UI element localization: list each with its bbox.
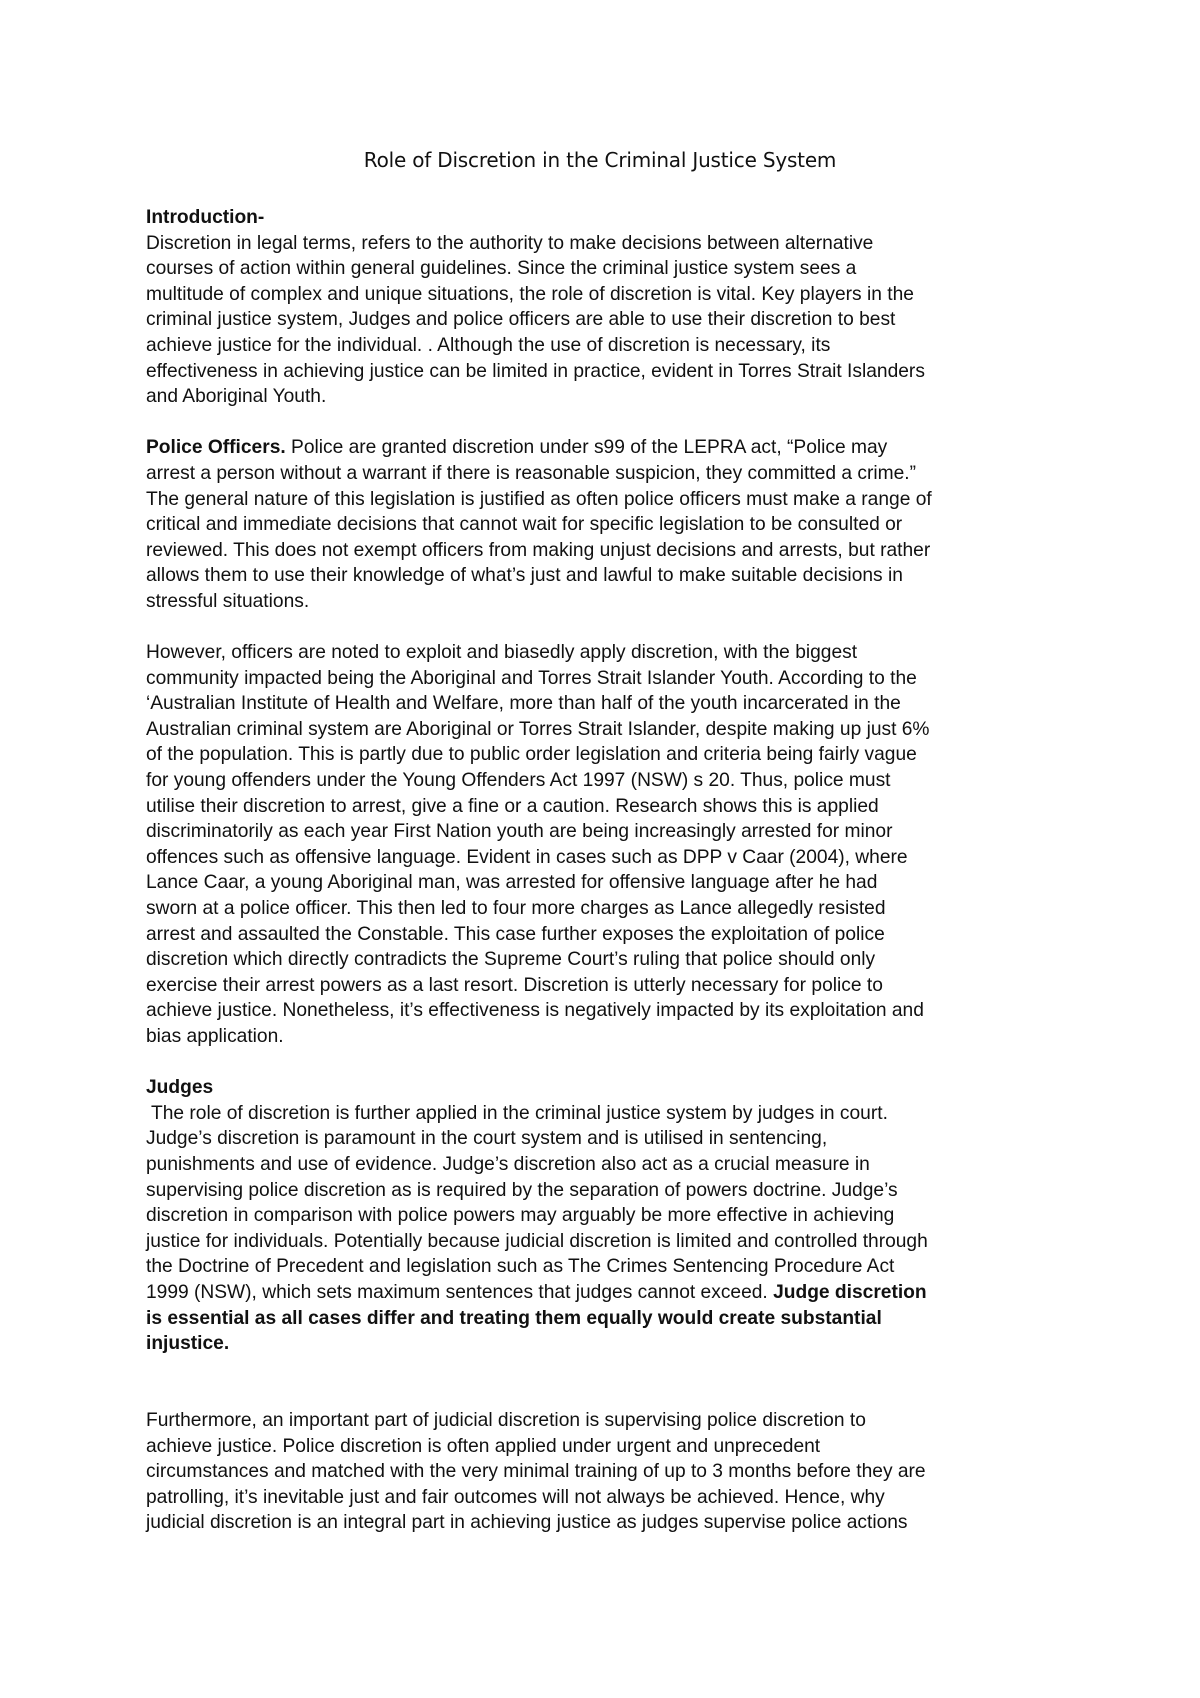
text-line: punishments and use of evidence. Judge’s discretion also act as a crucial measure in <box>146 1153 870 1175</box>
text-line: and Aboriginal Youth. <box>146 386 327 408</box>
text-line: patrolling, it’s inevitable just and fair outcomes will not always be achieved. Hence, why <box>146 1486 885 1508</box>
text-run: Police are granted discretion under s99 of the LEPRA act, “Police may <box>285 437 888 459</box>
paragraph-gap <box>146 615 1066 641</box>
text-line: reviewed. This does not exempt officers from making unjust decisions and arrests, but rather <box>146 539 931 561</box>
text-line: Furthermore, an important part of judicial discretion is supervising police discretion to <box>146 1409 866 1431</box>
text-line: stressful situations. <box>146 590 310 612</box>
paragraph-gap <box>146 1357 1066 1408</box>
introduction-section <box>146 205 1066 410</box>
text-line: critical and immediate decisions that cannot wait for specific legislation to be consulted or <box>146 514 903 536</box>
paragraph-gap <box>146 410 1066 436</box>
introduction-heading: Introduction- <box>146 207 265 228</box>
text-line: discretion in comparison with police powers may arguably be more effective in achieving <box>146 1205 895 1227</box>
text-line: justice for individuals. Potentially because judicial discretion is limited and controlled through <box>146 1230 928 1252</box>
text-line: utilise their discretion to arrest, give a fine or a caution. Research shows this is applied <box>146 795 879 817</box>
text-line: The general nature of this legislation is justified as often police officers must make a range of <box>146 488 932 510</box>
bold-text-run: Judge discretion <box>773 1281 927 1303</box>
text-line: judicial discretion is an integral part in achieving justice as judges supervise police actions <box>146 1512 908 1534</box>
text-line: of the population. This is partly due to public order legislation and criteria being fairly vague <box>146 744 917 766</box>
text-line: arrest and assaulted the Constable. This case further exposes the exploitation of police <box>146 923 885 945</box>
exploitation-paragraph <box>146 640 1066 1050</box>
judges-heading: Judges <box>146 1077 214 1099</box>
text-line: However, officers are noted to exploit and biasedly apply discretion, with the biggest <box>146 642 858 664</box>
text-line: supervising police discretion as is required by the separation of powers doctrine. Judge’s <box>146 1179 898 1201</box>
text-line: exercise their arrest powers as a last resort. Discretion is utterly necessary for police to <box>146 974 883 996</box>
text-line: Discretion in legal terms, refers to the authority to make decisions between alternative <box>146 232 874 254</box>
supervision-paragraph <box>146 1408 1066 1536</box>
bold-text-line <box>146 1306 1066 1332</box>
bold-text-run: injustice. <box>146 1333 230 1355</box>
text-line <box>146 1280 1066 1306</box>
paragraph-gap <box>146 1050 1066 1076</box>
text-line: bias application. <box>146 1026 284 1047</box>
text-line: discretion which directly contradicts the Supreme Court’s ruling that police should only <box>146 949 876 971</box>
text-line <box>146 435 1066 461</box>
text-line: circumstances and matched with the very minimal training of up to 3 months before they are <box>146 1461 926 1483</box>
text-line: effectiveness in achieving justice can be limited in practice, evident in Torres Strait Islanders <box>146 360 925 382</box>
text-line: arrest a person without a warrant if there is reasonable suspicion, they committed a crime.” <box>146 462 916 484</box>
text-line: offences such as offensive language. Evident in cases such as DPP v Caar (2004), where <box>146 846 908 868</box>
text-line: Lance Caar, a young Aboriginal man, was arrested for offensive language after he had <box>146 872 878 894</box>
text-line: Judge’s discretion is paramount in the court system and is utilised in sentencing, <box>146 1128 828 1150</box>
police-officers-section <box>146 435 1066 614</box>
bold-text-line <box>146 1331 1066 1357</box>
text-line: achieve justice for the individual. . Although the use of discretion is necessary, its <box>146 334 831 356</box>
text-line: achieve justice. Police discretion is often applied under urgent and unprecedent <box>146 1435 821 1457</box>
text-line: courses of action within general guidelines. Since the criminal justice system sees a <box>146 258 857 280</box>
text-line: The role of discretion is further applied in the criminal justice system by judges in court. <box>146 1102 888 1124</box>
text-line: allows them to use their knowledge of what’s just and lawful to make suitable decisions in <box>146 565 903 587</box>
text-line: criminal justice system, Judges and police officers are able to use their discretion to best <box>146 309 896 331</box>
text-line: Australian criminal system are Aboriginal or Torres Strait Islander, despite making up just 6% <box>146 718 930 740</box>
text-line: community impacted being the Aboriginal and Torres Strait Islander Youth. According to the <box>146 667 917 689</box>
text-line: multitude of complex and unique situations, the role of discretion is vital. Key players in the <box>146 283 914 305</box>
document-body <box>146 205 1066 1536</box>
judges-section <box>146 1075 1066 1357</box>
police-officers-heading: Police Officers. <box>146 437 286 459</box>
text-line: sworn at a police officer. This then led to four more charges as Lance allegedly resisted <box>146 898 886 920</box>
text-line: achieve justice. Nonetheless, it’s effectiveness is negatively impacted by its exploitation and <box>146 1000 924 1022</box>
text-run: 1999 (NSW), which sets maximum sentences that judges cannot exceed. <box>146 1281 774 1303</box>
text-line: discriminatorily as each year First Nation youth are being increasingly arrested for minor <box>146 821 893 843</box>
text-line: for young offenders under the Young Offenders Act 1997 (NSW) s 20. Thus, police must <box>146 770 891 792</box>
text-line: ‘Australian Institute of Health and Welfare, more than half of the youth incarcerated in the <box>146 693 901 715</box>
document-title: Role of Discretion in the Criminal Justice System <box>363 148 837 172</box>
bold-text-run: is essential as all cases differ and treating them equally would create substantial <box>146 1307 882 1329</box>
text-line: the Doctrine of Precedent and legislation such as The Crimes Sentencing Procedure Act <box>146 1256 895 1278</box>
